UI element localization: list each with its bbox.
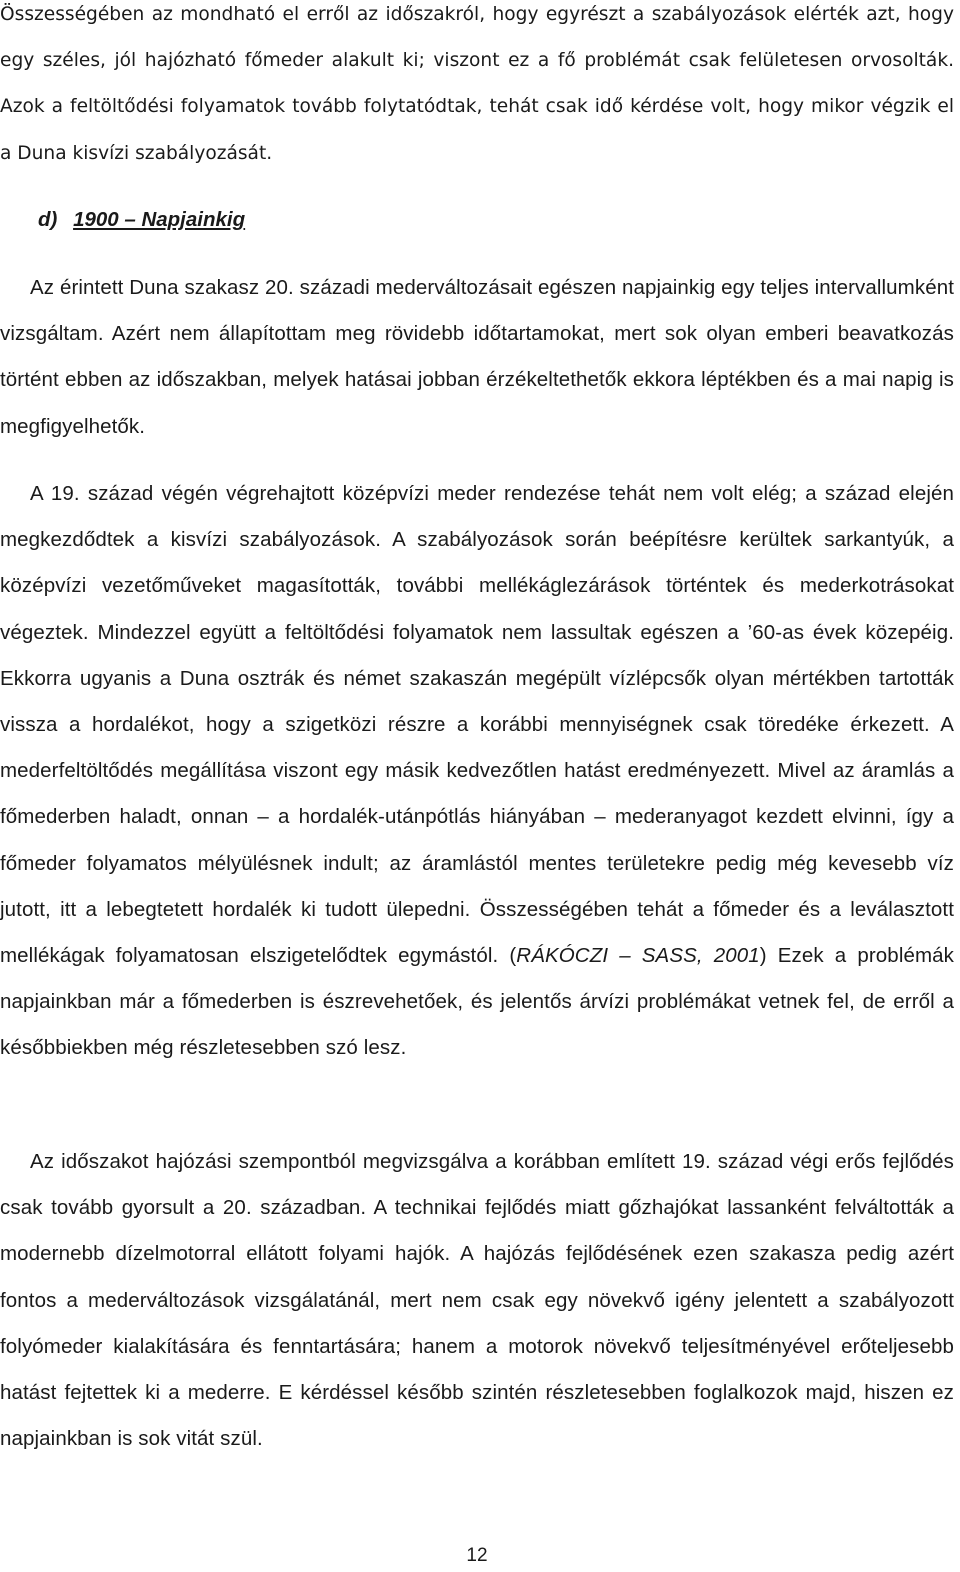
section-heading [38, 204, 245, 236]
paragraph-regulation [0, 471, 954, 1072]
section-heading-title: 1900 – Napjainkig [73, 208, 246, 231]
section-heading-label: d) [38, 208, 58, 231]
paragraph-summary: Összességében az mondható el erről az időszakról, hogy egyrészt a szabályozások elérték azt, hogy egy széles, jól hajózható főmeder alakult ki; viszont ez a fő problémát csak felületesen orvosolták. Azok a feltöltődési folyamatok tovább folytatódtak, tehát csak idő kérdése volt, hogy mikor végzik el a Duna kisvízi szabályozását. [0, 4, 954, 164]
citation: RÁKÓCZI – SASS, 2001 [516, 944, 760, 968]
paragraph-regulation-text-end: ) Ezek a problémák napjainkban már a főmederben is észrevehetőek, és jelentős árvízi problémákat vetnek fel, de erről a későbbiekben még részletesebben szó lesz. [0, 944, 954, 1060]
paragraph-navigation: Az időszakot hajózási szempontból megvizsgálva a korábban említett 19. század végi erős fejlődés csak tovább gyorsult a 20. században. A technikai fejlődés miatt gőzhajókat lassanként felváltották a modernebb dízelmotorral ellátott folyami hajók. A hajózás fejlődésének ezen szakasza pedig azért fontos a mederváltozások vizsgálatánál, mert nem csak egy növekvő igény jelentett a szabályozott folyómeder kialakítására és fenntartására; hanem a motorok növekvő teljesítményével erőteljesebb hatást fejtettek ki a mederre. E kérdéssel később szintén részletesebben foglalkozok majd, hiszen ez napjainkban is sok vitát szül. [0, 1150, 954, 1451]
paragraph-intro: Az érintett Duna szakasz 20. századi mederváltozásait egészen napjainkig egy teljes intervallumként vizsgáltam. Azért nem állapítottam meg rövidebb időtartamokat, mert sok olyan emberi beavatkozás történt ebben az időszakban, melyek hatásai jobban érzékeltethetők ekkora léptékben és a mai napig is megfigyelhetők. [0, 276, 954, 438]
page-number: 12 [466, 1545, 488, 1566]
paragraph-regulation-text: A 19. század végén végrehajtott középvízi meder rendezése tehát nem volt elég; a század elején megkezdődtek a kisvízi szabályozások. A szabályozások során beépítésre kerültek sarkantyúk, a középvízi vezetőműveket magasították, további mellékáglezárások történtek és mederkotrásokat végeztek. Mindezzel együtt a feltöltődési folyamatok nem lassultak egészen a ’60-as évek közepéig. Ekkorra ugyanis a Duna osztrák és német szakaszán megépült vízlépcsők olyan mértékben tartották vissza a hordalékot, hogy a szigetközi részre a korábbi mennyiségnek csak töredéke érkezett. A mederfeltöltődés megállítása viszont egy másik kedvezőtlen hatást eredményezett. Mivel az áramlás a főmederben haladt, onnan – a hordalék-utánpótlás hiányában – mederanyagot kezdett elvinni, így a főmeder folyamatos mélyülésnek indult; az áramlástól mentes területekre pedig még kevesebb víz jutott, itt a lebegtetett hordalék ki tudott ülepedni. Összességében tehát a főmeder és a leválasztott mellékágak folyamatosan elszigetelődtek egymástól. ( [0, 482, 954, 968]
